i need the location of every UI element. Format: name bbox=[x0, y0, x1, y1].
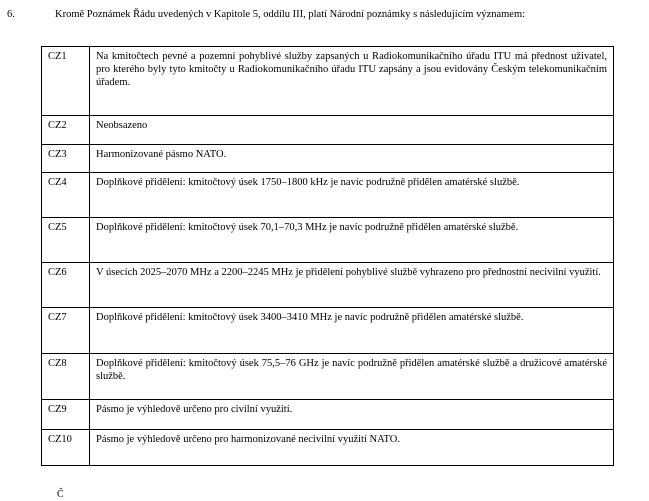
note-code: CZ3 bbox=[42, 145, 90, 173]
table-row bbox=[42, 430, 614, 466]
national-notes-table bbox=[41, 46, 614, 466]
note-code: CZ6 bbox=[42, 263, 90, 308]
note-text: Doplňkové přidělení: kmitočtový úsek 70,1–70,3 MHz je navíc podružně přidělen amatérské službě. bbox=[90, 218, 614, 263]
note-code: CZ8 bbox=[42, 354, 90, 400]
table-row bbox=[42, 400, 614, 430]
note-text: Harmonizované pásmo NATO. bbox=[90, 145, 614, 173]
note-text: Doplňkové přidělení: kmitočtový úsek 1750–1800 kHz je navíc podružně přidělen amatérské službě. bbox=[90, 173, 614, 218]
note-code: CZ2 bbox=[42, 116, 90, 145]
note-code: CZ1 bbox=[42, 47, 90, 116]
note-code: CZ10 bbox=[42, 430, 90, 466]
table-row bbox=[42, 263, 614, 308]
table-row bbox=[42, 354, 614, 400]
table-row bbox=[42, 308, 614, 354]
note-text: Doplňkové přidělení: kmitočtový úsek 75,5–76 GHz je navíc podružně přidělen amatérské službě a družicové amatérské službě. bbox=[90, 354, 614, 400]
note-text: Na kmitočtech pevné a pozemní pohyblivé služby zapsaných u Radiokomunikačního úřadu ITU má přednost uživatel, pro kterého byly tyto kmitočty u Radiokomunikačního úřadu ITU zapsány a jsou evidovány Českým telekomunikačním úřadem. bbox=[90, 47, 614, 116]
table-row bbox=[42, 218, 614, 263]
note-text: Doplňkové přidělení: kmitočtový úsek 3400–3410 MHz je navíc podružně přidělen amatérské službě. bbox=[90, 308, 614, 354]
footer-text-fragment: Č bbox=[57, 489, 64, 500]
table-row bbox=[42, 145, 614, 173]
item-number: 6. bbox=[7, 9, 15, 20]
note-code: CZ7 bbox=[42, 308, 90, 354]
note-text: Neobsazeno bbox=[90, 116, 614, 145]
note-code: CZ4 bbox=[42, 173, 90, 218]
note-code: CZ9 bbox=[42, 400, 90, 430]
note-text: V úsecích 2025–2070 MHz a 2200–2245 MHz je přidělení pohyblivé službě vyhrazeno pro přednostní necivilní využití. bbox=[90, 263, 614, 308]
table-row bbox=[42, 116, 614, 145]
table-row bbox=[42, 47, 614, 116]
note-text: Pásmo je výhledově určeno pro harmonizované necivilní využití NATO. bbox=[90, 430, 614, 466]
table-row bbox=[42, 173, 614, 218]
note-text: Pásmo je výhledově určeno pro civilní využití. bbox=[90, 400, 614, 430]
note-code: CZ5 bbox=[42, 218, 90, 263]
intro-paragraph: Kromě Poznámek Řádu uvedených v Kapitole 5, oddílu III, platí Národní poznámky s následujícím významem: bbox=[55, 9, 526, 20]
